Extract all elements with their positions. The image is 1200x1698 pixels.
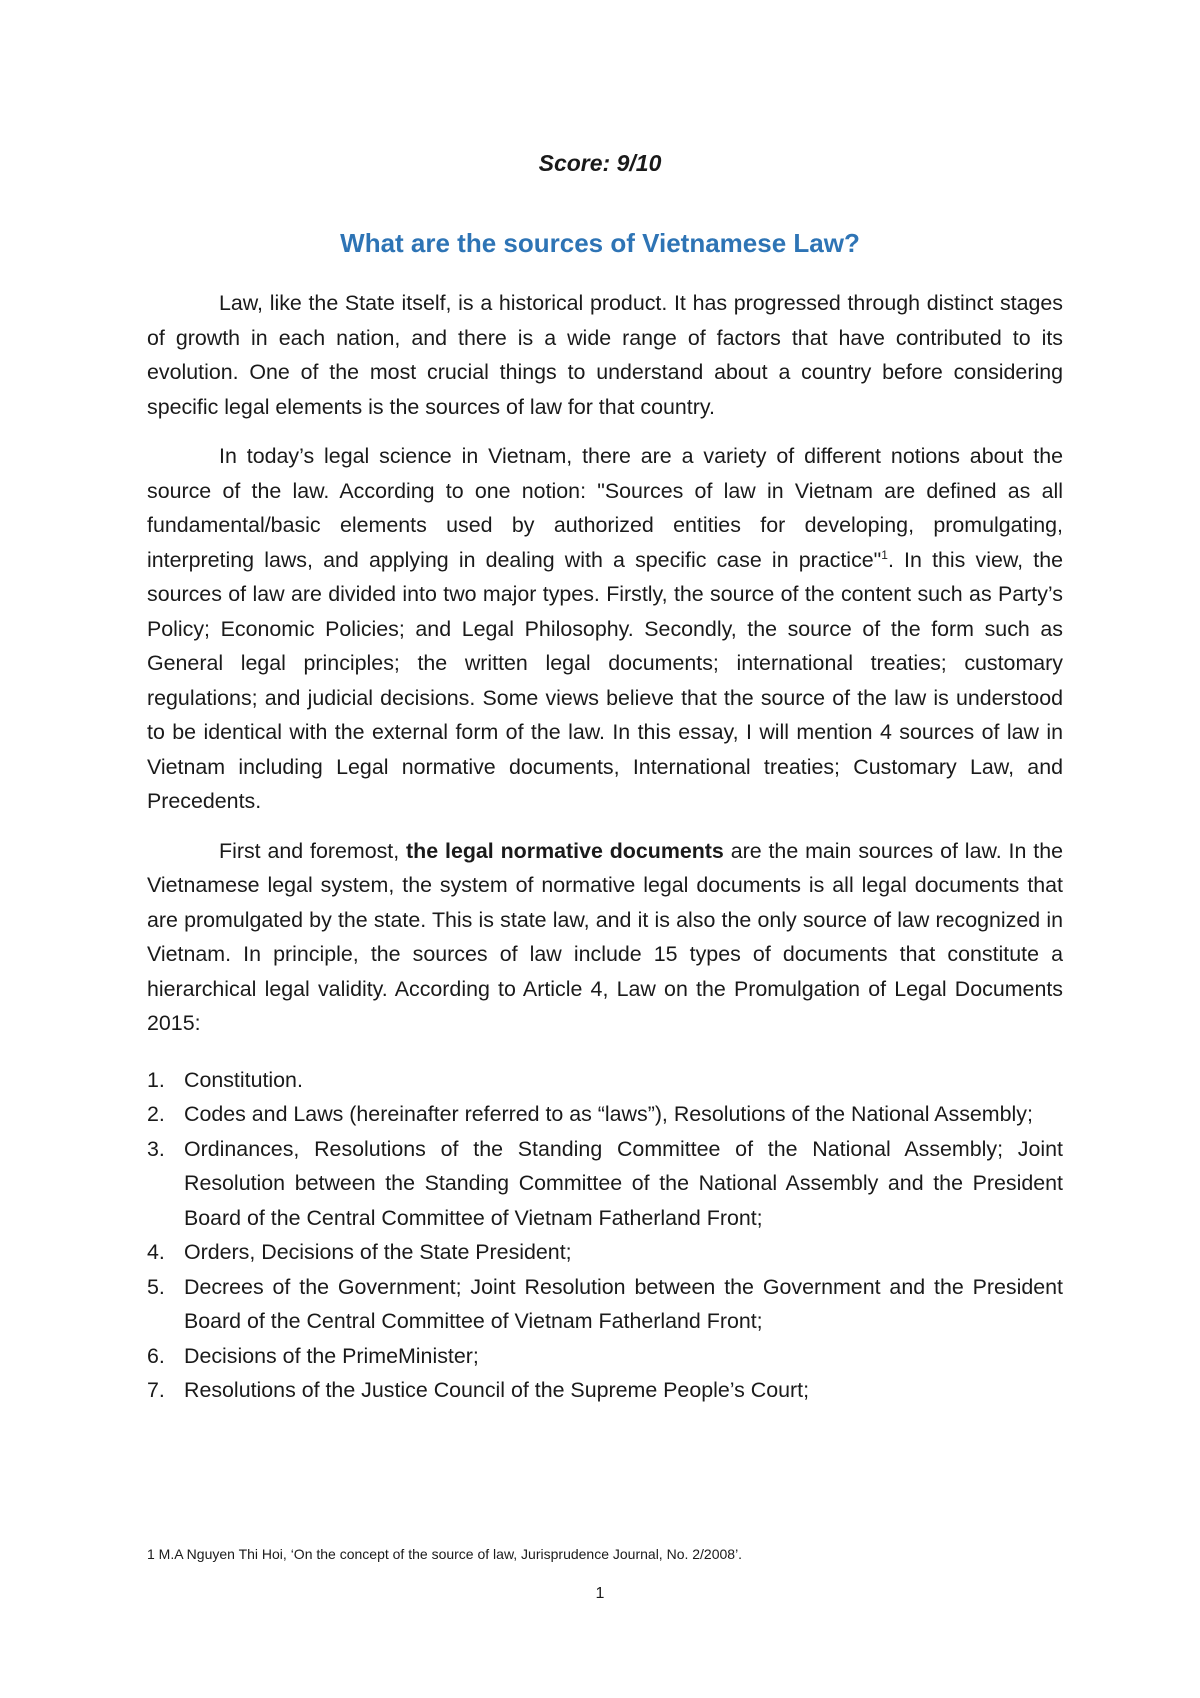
list-item-text: Constitution. [184, 1067, 303, 1092]
footnote-reference[interactable]: 1 [881, 547, 888, 562]
footnote: 1 M.A Nguyen Thi Hoi, ‘On the concept of the source of law, Jurisprudence Journal, No. 2/2008’. [147, 1546, 743, 1562]
list-item [147, 1097, 1063, 1132]
page-number: 1 [595, 1585, 605, 1602]
list-item-text: Orders, Decisions of the State President; [184, 1240, 572, 1264]
paragraph-notions-text: In today’s legal science in Vietnam, there are a variety of different notions about the source of the law. According to one notion: "Sources of law in Vietnam are defined as all fundamental/basic elements used by authorized entities for developing, promulgating, interpreting laws, and applying in dealing with a specific case in practice" [147, 444, 1063, 572]
list-item-number: 7. [147, 1378, 165, 1402]
list-item [147, 1063, 1063, 1098]
list-item-number: 3. [147, 1136, 165, 1161]
list-item [147, 1270, 1063, 1339]
document-title: What are the sources of Vietnamese Law? [340, 228, 860, 258]
list-item-text: Codes and Laws (hereinafter referred to as “laws”), Resolutions of the National Assembly; [184, 1102, 1033, 1126]
emphasis-legal-normative-documents: the legal normative documents [406, 838, 724, 863]
list-item-text: Decrees of the Government; Joint Resolution between the Government and the President Board of the Central Committee of Vietnam Fatherland Front; [184, 1274, 1063, 1333]
list-item-text: Decisions of the PrimeMinister; [184, 1343, 479, 1368]
list-item [147, 1373, 1063, 1408]
list-item-text: Resolutions of the Justice Council of the Supreme People’s Court; [184, 1378, 810, 1402]
paragraph-lead-in: First and foremost, [219, 838, 407, 863]
paragraph-intro: Law, like the State itself, is a historical product. It has progressed through distinct stages of growth in each nation, and there is a wide range of factors that have contributed to its evolution. One of the most crucial things to understand about a country before considering specific legal elements is the sources of law for that country. [147, 291, 1063, 419]
list-item [147, 1235, 1063, 1270]
list-item-number: 6. [147, 1343, 165, 1368]
document-types-list [147, 1063, 1063, 1408]
paragraph-notions [147, 439, 1063, 819]
list-item-text: Ordinances, Resolutions of the Standing Committee of the National Assembly; Joint Resolution between the Standing Committee of the National Assembly and the President Board of the Central Committee of Vietnam Fatherland Front; [184, 1136, 1063, 1230]
list-item-number: 5. [147, 1274, 165, 1299]
paragraph-normative-text: are the main sources of law. In the Vietnamese legal system, the system of normative legal documents is all legal documents that are promulgated by the state. This is state law, and it is also the only source of law recognized in Vietnam. In principle, the sources of law include 15 types of documents that constitute a hierarchical legal validity. According to Article 4, Law on the Promulgation of Legal Documents 2015: [147, 838, 1063, 1035]
document-body [147, 286, 1063, 1408]
list-item-number: 1. [147, 1067, 165, 1092]
score-label: Score: 9/10 [538, 150, 662, 176]
paragraph-notions-text-cont: . In this view, the sources of law are divided into two major types. Firstly, the source of the content such as Party’s Policy; Economic Policies; and Legal Philosophy. Secondly, the source of the form such as General legal principles; the written legal documents; international treaties; customary regulations; and judicial decisions. Some views believe that the source of the law is understood to be identical with the external form of the law. In this essay, I will mention 4 sources of law in Vietnam including Legal normative documents, International treaties; Customary Law, and Precedents. [147, 547, 1063, 813]
list-item-number: 2. [147, 1102, 165, 1126]
paragraph-normative-documents [147, 834, 1063, 1041]
list-item [147, 1339, 1063, 1374]
list-item-number: 4. [147, 1240, 165, 1264]
list-item [147, 1132, 1063, 1236]
